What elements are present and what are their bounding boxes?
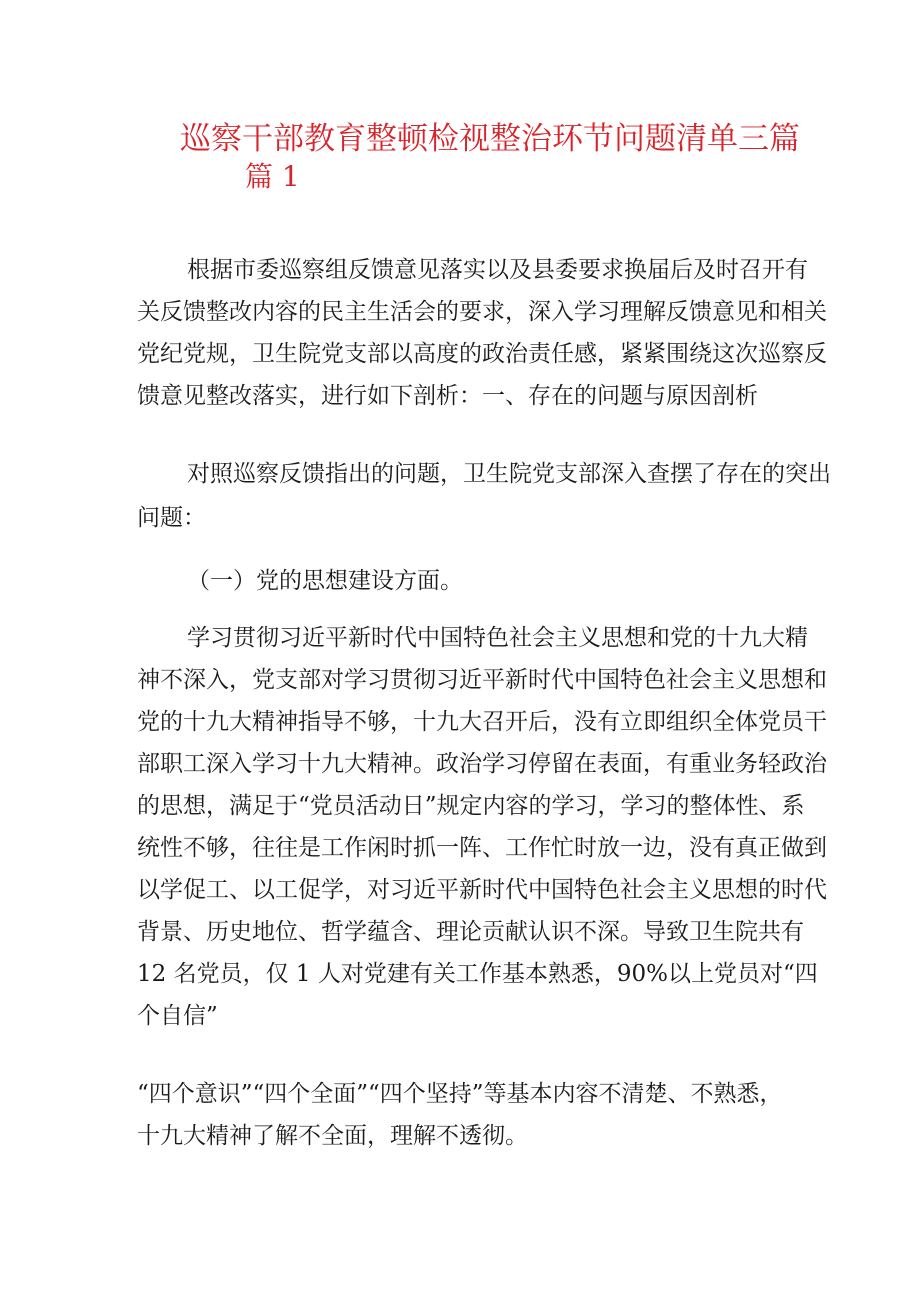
paragraph-line: 根据市委巡察组反馈意见落实以及县委要求换届后及时召开有 xyxy=(187,257,808,283)
paragraph-line: 个自信” xyxy=(137,1003,218,1029)
paragraph-line: 部职工深入学习十九大精神。政治学习停留在表面，有重业务轻政治 xyxy=(137,751,827,777)
paragraph-line: 背景、历史地位、哲学蕴含、理论贡献认识不深。导致卫生院共有 xyxy=(137,919,804,945)
paragraph-line: 关反馈整改内容的民主生活会的要求，深入学习理解反馈意见和相关 xyxy=(137,299,827,325)
paragraph-line: 十九大精神了解不全面，理解不透彻。 xyxy=(137,1123,528,1149)
paragraph-line: 党的十九大精神指导不够，十九大召开后，没有立即组织全体党员干 xyxy=(137,709,827,735)
paragraph-line: 统性不够，往往是工作闲时抓一阵、工作忙时放一边，没有真正做到 xyxy=(137,835,827,861)
paragraph-line: “四个意识”“四个全面”“四个坚持”等基本内容不清楚、不熟悉， xyxy=(137,1081,783,1107)
subsection-heading: （一）党的思想建设方面。 xyxy=(187,568,463,594)
paragraph-line: 以学促工、以工促学，对习近平新时代中国特色社会主义思想的时代 xyxy=(137,877,827,903)
paragraph-line: 党纪党规，卫生院党支部以高度的政治责任感，紧紧围绕这次巡察反 xyxy=(137,341,827,367)
section-heading: 篇 1 xyxy=(245,160,300,193)
paragraph-line: 对照巡察反馈指出的问题，卫生院党支部深入查摆了存在的突出 xyxy=(187,461,831,487)
paragraph-line: 馈意见整改落实，进行如下剖析：一、存在的问题与原因剖析 xyxy=(137,383,758,409)
paragraph-line: 12 名党员，仅 1 人对党建有关工作基本熟悉，90%以上党员对“四 xyxy=(137,961,818,987)
document-title: 巡察干部教育整顿检视整治环节问题清单三篇 xyxy=(180,121,800,157)
paragraph-line: 问题： xyxy=(137,505,206,531)
paragraph-line: 的思想，满足于“党员活动日”规定内容的学习，学习的整体性、系 xyxy=(137,793,805,819)
paragraph-line: 神不深入，党支部对学习贯彻习近平新时代中国特色社会主义思想和 xyxy=(137,667,827,693)
paragraph-line: 学习贯彻习近平新时代中国特色社会主义思想和党的十九大精 xyxy=(187,625,808,651)
